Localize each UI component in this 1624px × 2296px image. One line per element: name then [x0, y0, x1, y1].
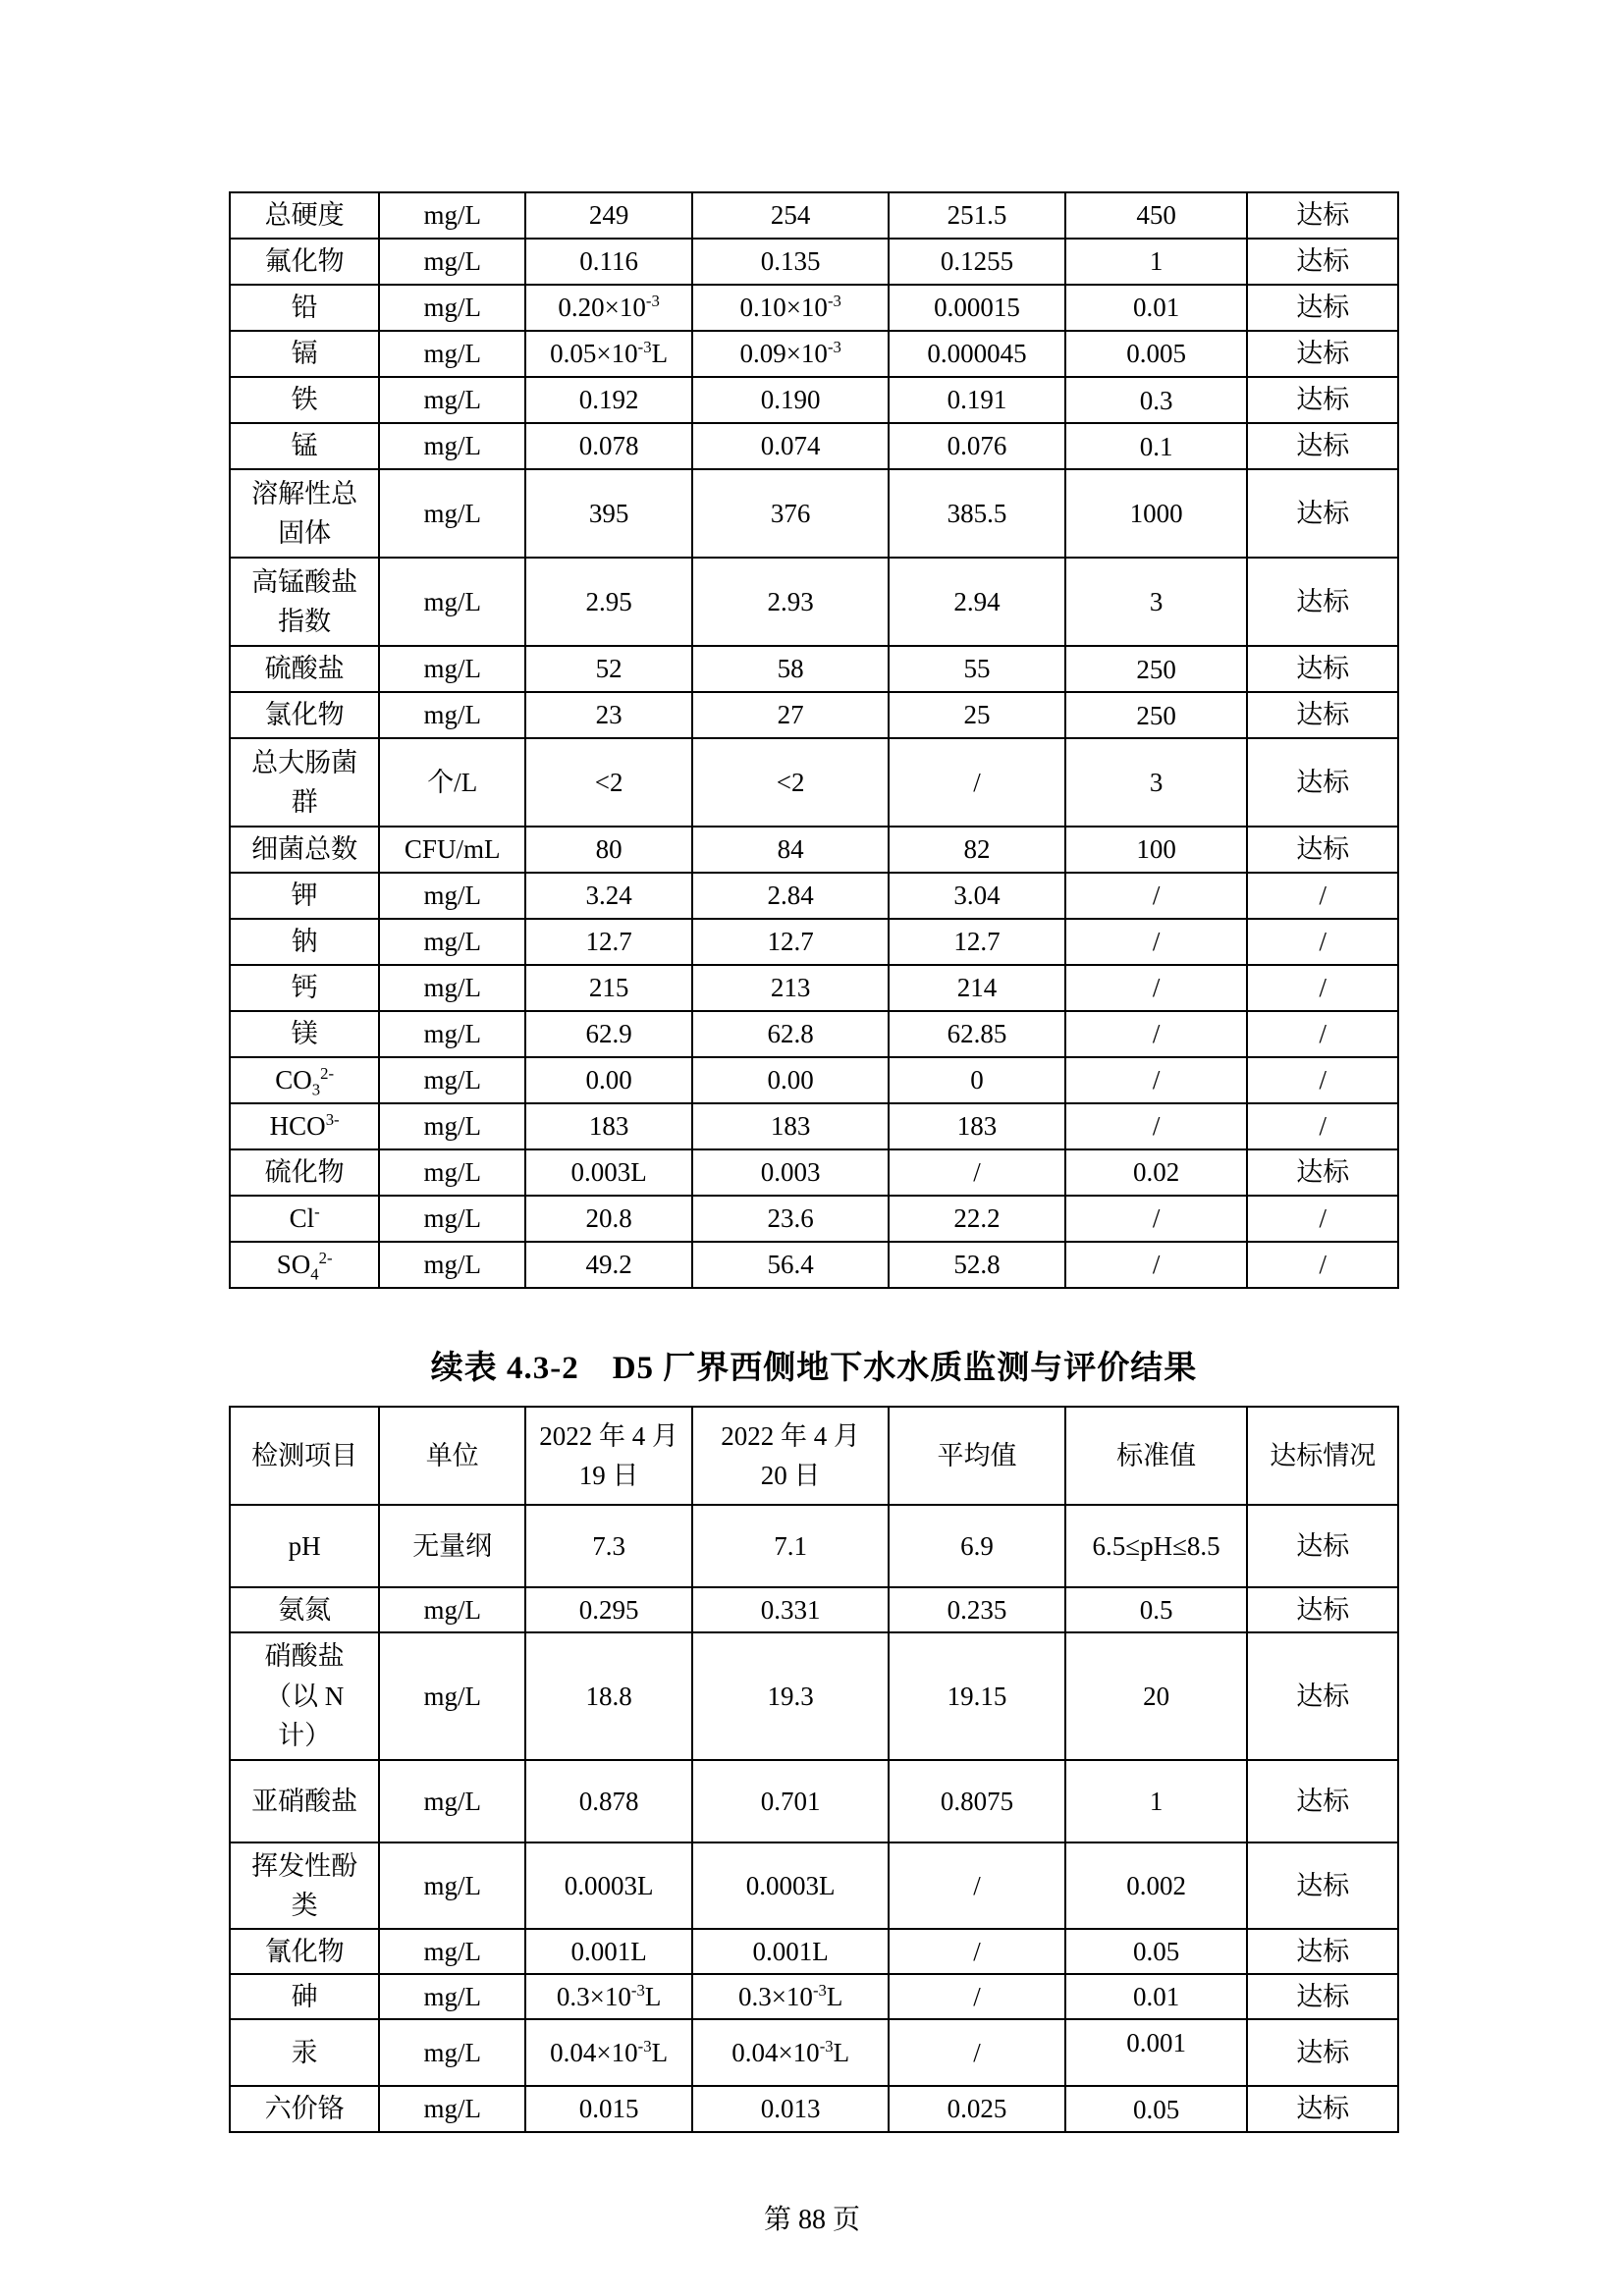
table1-row	[230, 469, 1398, 558]
table1-row	[230, 558, 1398, 646]
table-cell: 达标情况	[1247, 1407, 1398, 1505]
table-cell: 1000	[1065, 469, 1248, 558]
table-cell: mg/L	[379, 1587, 525, 1632]
table-cell: <2	[525, 738, 692, 827]
table-cell: 0.001	[1065, 2019, 1248, 2086]
table-cell: 单位	[379, 1407, 525, 1505]
table2-row	[230, 1505, 1398, 1587]
table-cell: 达标	[1247, 738, 1398, 827]
table-cell: 铅	[230, 285, 379, 331]
table-cell: 2022 年 4 月 20 日	[692, 1407, 889, 1505]
table1-row	[230, 827, 1398, 873]
table-cell: 20.8	[525, 1196, 692, 1242]
table-cell: 0.0003L	[692, 1842, 889, 1929]
table-cell: 达标	[1247, 1587, 1398, 1632]
table-cell: /	[1065, 1196, 1248, 1242]
table-cell: 1	[1065, 239, 1248, 285]
table-cell: /	[889, 738, 1065, 827]
table-cell: 达标	[1247, 1760, 1398, 1842]
table-cell: mg/L	[379, 469, 525, 558]
table-cell: 84	[692, 827, 889, 873]
table-cell: /	[889, 1842, 1065, 1929]
groundwater-quality-table-continued-top	[229, 191, 1399, 1289]
table-cell: 达标	[1247, 1974, 1398, 2019]
table-cell: 0.0003L	[525, 1842, 692, 1929]
table-cell: 氯化物	[230, 692, 379, 738]
table-cell: mg/L	[379, 558, 525, 646]
table-cell: mg/L	[379, 1760, 525, 1842]
table-cell: 2.93	[692, 558, 889, 646]
table-cell: 52	[525, 646, 692, 692]
table1-row	[230, 646, 1398, 692]
table-cell: 高锰酸盐 指数	[230, 558, 379, 646]
table-cell: 达标	[1247, 2019, 1398, 2086]
table-cell: 0.013	[692, 2086, 889, 2132]
table2-body	[230, 1407, 1398, 2132]
table-cell: 氰化物	[230, 1929, 379, 1974]
table-cell: 细菌总数	[230, 827, 379, 873]
table2-row	[230, 1842, 1398, 1929]
table-cell: 214	[889, 965, 1065, 1011]
table-cell: 6.9	[889, 1505, 1065, 1587]
table-cell: 1	[1065, 1760, 1248, 1842]
table-cell: 达标	[1247, 377, 1398, 423]
table-cell: mg/L	[379, 1103, 525, 1149]
table-cell: 氟化物	[230, 239, 379, 285]
table1-row	[230, 331, 1398, 377]
table1-row	[230, 1011, 1398, 1057]
table-cell: 19.3	[692, 1632, 889, 1760]
table-cell: 达标	[1247, 423, 1398, 469]
table-cell: 376	[692, 469, 889, 558]
table-cell: $0.20\times 10^{-3}$	[525, 285, 692, 331]
table-cell: 215	[525, 965, 692, 1011]
table-cell: $0.09\times 10^{-3}$	[692, 331, 889, 377]
table-cell: 达标	[1247, 646, 1398, 692]
table-cell: 395	[525, 469, 692, 558]
table-cell: /	[1247, 1103, 1398, 1149]
table-cell: mg/L	[379, 1974, 525, 2019]
table-cell: 250	[1065, 692, 1248, 738]
table-cell: 0.331	[692, 1587, 889, 1632]
table-cell: 100	[1065, 827, 1248, 873]
table-cell: 82	[889, 827, 1065, 873]
table2-row	[230, 1760, 1398, 1842]
table-cell: /	[1247, 965, 1398, 1011]
table1-row	[230, 1149, 1398, 1196]
table-cell: 2022 年 4 月 19 日	[525, 1407, 692, 1505]
table-cell: <2	[692, 738, 889, 827]
table-cell: 总大肠菌 群	[230, 738, 379, 827]
table-cell: $0.04\times 10^{-3}L$	[525, 2019, 692, 2086]
table-cell: /	[889, 2019, 1065, 2086]
table-cell: 检测项目	[230, 1407, 379, 1505]
table-cell: 无量纲	[379, 1505, 525, 1587]
table-cell: mg/L	[379, 377, 525, 423]
table-cell: 55	[889, 646, 1065, 692]
table-cell: /	[1247, 1011, 1398, 1057]
table2-row	[230, 1929, 1398, 1974]
table-cell: 0.015	[525, 2086, 692, 2132]
table-cell: 12.7	[525, 919, 692, 965]
table-cell: 6.5≤pH≤8.5	[1065, 1505, 1248, 1587]
table-cell: 62.8	[692, 1011, 889, 1057]
table-cell: 0.190	[692, 377, 889, 423]
table1-row	[230, 285, 1398, 331]
table2-row	[230, 1632, 1398, 1760]
table-cell: 0.00	[692, 1057, 889, 1103]
table-cell: 0.00	[525, 1057, 692, 1103]
table-cell: 80	[525, 827, 692, 873]
table-cell: mg/L	[379, 919, 525, 965]
table-cell: 标准值	[1065, 1407, 1248, 1505]
table-cell: 251.5	[889, 192, 1065, 239]
table2-row	[230, 2086, 1398, 2132]
table-cell: /	[889, 1149, 1065, 1196]
table-cell: CFU/mL	[379, 827, 525, 873]
table-cell: Cl-	[230, 1196, 379, 1242]
table-cell: 19.15	[889, 1632, 1065, 1760]
table-cell: 0.076	[889, 423, 1065, 469]
table-cell: 钠	[230, 919, 379, 965]
table-cell: mg/L	[379, 1149, 525, 1196]
table-cell: 达标	[1247, 2086, 1398, 2132]
table-cell: /	[1065, 873, 1248, 919]
table-cell: /	[889, 1974, 1065, 2019]
table1-row	[230, 873, 1398, 919]
table2-row	[230, 1407, 1398, 1505]
table-cell: 3	[1065, 738, 1248, 827]
table-cell: mg/L	[379, 1011, 525, 1057]
table-cell: 0.192	[525, 377, 692, 423]
table-cell: 0.074	[692, 423, 889, 469]
table-cell: 平均值	[889, 1407, 1065, 1505]
table-cell: 0.01	[1065, 1974, 1248, 2019]
table-cell: 250	[1065, 646, 1248, 692]
table-cell: mg/L	[379, 331, 525, 377]
table-cell: 亚硝酸盐	[230, 1760, 379, 1842]
table-cell: 总硬度	[230, 192, 379, 239]
table-cell: mg/L	[379, 192, 525, 239]
table-cell: mg/L	[379, 1632, 525, 1760]
table-cell: 0.701	[692, 1760, 889, 1842]
table-cell: 0.5	[1065, 1587, 1248, 1632]
table1-row	[230, 1103, 1398, 1149]
table-cell: 0.001L	[525, 1929, 692, 1974]
table-cell: 个/L	[379, 738, 525, 827]
table-cell: 20	[1065, 1632, 1248, 1760]
table-cell: 23.6	[692, 1196, 889, 1242]
table-cell: /	[1247, 919, 1398, 965]
table-cell: $SO_4^{2-}$	[230, 1242, 379, 1288]
table-cell: 56.4	[692, 1242, 889, 1288]
table-cell: 0.295	[525, 1587, 692, 1632]
table-cell: 450	[1065, 192, 1248, 239]
table-cell: 385.5	[889, 469, 1065, 558]
table-cell: mg/L	[379, 646, 525, 692]
table-cell: 0.02	[1065, 1149, 1248, 1196]
page-footer	[0, 2198, 1624, 2237]
table-cell: 7.1	[692, 1505, 889, 1587]
table-cell: mg/L	[379, 692, 525, 738]
table1-row	[230, 1196, 1398, 1242]
table-cell: 25	[889, 692, 1065, 738]
table-cell: 0.1	[1065, 423, 1248, 469]
table-cell: /	[1247, 1196, 1398, 1242]
table1-row	[230, 1242, 1398, 1288]
table-cell: $HCO^{3-}$	[230, 1103, 379, 1149]
table-cell: $CO_3^{2-}$	[230, 1057, 379, 1103]
table-cell: 3	[1065, 558, 1248, 646]
table-cell: pH	[230, 1505, 379, 1587]
table-cell: 3.04	[889, 873, 1065, 919]
table1-body	[230, 192, 1398, 1288]
table-cell: 0.3	[1065, 377, 1248, 423]
table-cell: 3.24	[525, 873, 692, 919]
table-cell: 62.9	[525, 1011, 692, 1057]
table-cell: 镁	[230, 1011, 379, 1057]
table-cell: mg/L	[379, 1196, 525, 1242]
table-cell: 0.003L	[525, 1149, 692, 1196]
table-cell: 达标	[1247, 192, 1398, 239]
table-cell: 0.025	[889, 2086, 1065, 2132]
table-cell: $0.3\times 10^{-3}L$	[525, 1974, 692, 2019]
table-cell: 2.95	[525, 558, 692, 646]
table-cell: 0.005	[1065, 331, 1248, 377]
table-cell: 2.94	[889, 558, 1065, 646]
table1-row	[230, 1057, 1398, 1103]
table-cell: 硫化物	[230, 1149, 379, 1196]
table-cell: 0.235	[889, 1587, 1065, 1632]
table-cell: 254	[692, 192, 889, 239]
table-cell: mg/L	[379, 423, 525, 469]
table-cell: 0.8075	[889, 1760, 1065, 1842]
table-cell: 达标	[1247, 1842, 1398, 1929]
table-cell: 52.8	[889, 1242, 1065, 1288]
table-cell: 0.05	[1065, 2086, 1248, 2132]
table-cell: 汞	[230, 2019, 379, 2086]
table-cell: 铁	[230, 377, 379, 423]
table-cell: /	[1065, 1103, 1248, 1149]
table-cell: $0.10\times 10^{-3}$	[692, 285, 889, 331]
table-cell: 钙	[230, 965, 379, 1011]
table-cell: mg/L	[379, 239, 525, 285]
table-cell: 183	[525, 1103, 692, 1149]
table-cell: 镉	[230, 331, 379, 377]
table-cell: mg/L	[379, 1242, 525, 1288]
table-cell: 7.3	[525, 1505, 692, 1587]
table-cell: 达标	[1247, 239, 1398, 285]
table-cell: 12.7	[889, 919, 1065, 965]
table-cell: mg/L	[379, 2019, 525, 2086]
table-cell: 达标	[1247, 558, 1398, 646]
groundwater-quality-table-d5-west	[229, 1406, 1399, 2133]
table-cell: 砷	[230, 1974, 379, 2019]
table-cell: 挥发性酚 类	[230, 1842, 379, 1929]
table-cell: 0.116	[525, 239, 692, 285]
table-cell: $0.04\times 10^{-3}L$	[692, 2019, 889, 2086]
table1-row	[230, 192, 1398, 239]
table-cell: 0.003	[692, 1149, 889, 1196]
table-cell: /	[889, 1929, 1065, 1974]
table-cell: 0.05	[1065, 1929, 1248, 1974]
table-cell: 氨氮	[230, 1587, 379, 1632]
table-cell: /	[1247, 873, 1398, 919]
table-cell: /	[1065, 1011, 1248, 1057]
table-cell: 0.191	[889, 377, 1065, 423]
table-cell: /	[1065, 1057, 1248, 1103]
table-cell: 达标	[1247, 331, 1398, 377]
table-cell: 0.1255	[889, 239, 1065, 285]
table-cell: mg/L	[379, 1929, 525, 1974]
table-cell: 达标	[1247, 692, 1398, 738]
table-cell: 达标	[1247, 1929, 1398, 1974]
table-cell: 27	[692, 692, 889, 738]
table-cell: 22.2	[889, 1196, 1065, 1242]
table-cell: 达标	[1247, 469, 1398, 558]
table-cell: 2.84	[692, 873, 889, 919]
table1-row	[230, 738, 1398, 827]
page-number: 第 88 页	[763, 2204, 860, 2235]
table-cell: $0.05\times 10^{-3}L$	[525, 331, 692, 377]
table-cell: /	[1065, 919, 1248, 965]
table-cell: 12.7	[692, 919, 889, 965]
table1-row	[230, 423, 1398, 469]
table-cell: mg/L	[379, 1057, 525, 1103]
table2-row	[230, 1974, 1398, 2019]
table1-row	[230, 919, 1398, 965]
table-cell: 213	[692, 965, 889, 1011]
table-cell: 硝酸盐 （以 N 计）	[230, 1632, 379, 1760]
table-cell: /	[1065, 965, 1248, 1011]
table-cell: 18.8	[525, 1632, 692, 1760]
table-cell: 六价铬	[230, 2086, 379, 2132]
table-cell: 硫酸盐	[230, 646, 379, 692]
table-cell: mg/L	[379, 873, 525, 919]
table-cell: 0.878	[525, 1760, 692, 1842]
table-cell: 0.135	[692, 239, 889, 285]
table-cell: 0.00015	[889, 285, 1065, 331]
table2-row	[230, 1587, 1398, 1632]
table-cell: mg/L	[379, 965, 525, 1011]
table2-title: 续表 4.3-2 D5 厂界西侧地下水水质监测与评价结果	[430, 1351, 1198, 1386]
table-cell: 0.078	[525, 423, 692, 469]
table-cell: 锰	[230, 423, 379, 469]
table-cell: /	[1247, 1057, 1398, 1103]
table-cell: mg/L	[379, 285, 525, 331]
table-cell: 23	[525, 692, 692, 738]
table-cell: 62.85	[889, 1011, 1065, 1057]
table2-row	[230, 2019, 1398, 2086]
table-cell: 钾	[230, 873, 379, 919]
table-cell: 达标	[1247, 1149, 1398, 1196]
table-cell: 0.001L	[692, 1929, 889, 1974]
table-cell: 达标	[1247, 1505, 1398, 1587]
table-cell: 达标	[1247, 1632, 1398, 1760]
table-cell: $0.3\times 10^{-3}L$	[692, 1974, 889, 2019]
table-cell: 183	[889, 1103, 1065, 1149]
table-cell: 达标	[1247, 827, 1398, 873]
table-cell: 溶解性总 固体	[230, 469, 379, 558]
table1-row	[230, 239, 1398, 285]
table-cell: 0	[889, 1057, 1065, 1103]
table-cell: 183	[692, 1103, 889, 1149]
table-cell: 0.002	[1065, 1842, 1248, 1929]
table1-row	[230, 965, 1398, 1011]
table-cell: 49.2	[525, 1242, 692, 1288]
table-cell: mg/L	[379, 1842, 525, 1929]
table-cell: mg/L	[379, 2086, 525, 2132]
table1-row	[230, 377, 1398, 423]
table-cell: /	[1065, 1242, 1248, 1288]
table-cell: /	[1247, 1242, 1398, 1288]
table1-row	[230, 692, 1398, 738]
table-cell: 达标	[1247, 285, 1398, 331]
table-cell: 0.000045	[889, 331, 1065, 377]
table-cell: 249	[525, 192, 692, 239]
table-cell: 58	[692, 646, 889, 692]
table-cell: 0.01	[1065, 285, 1248, 331]
